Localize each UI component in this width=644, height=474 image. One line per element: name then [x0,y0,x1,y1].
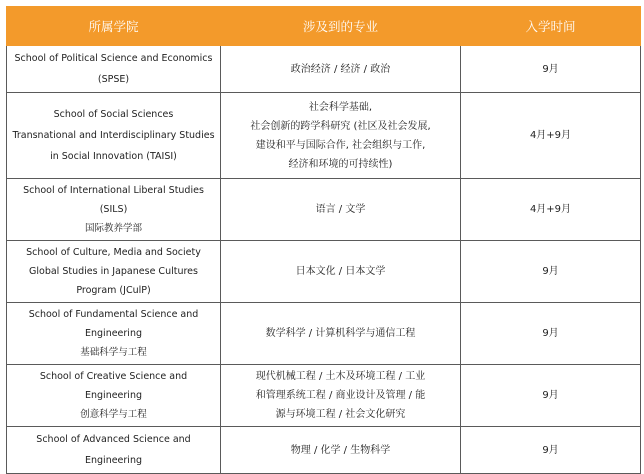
school-line: School of Creative Science and [39,371,188,382]
majors-line: 建设和平与国际合作, 社会组织与工作, [255,139,426,151]
majors-cell [221,303,461,365]
school-line: Engineering [85,328,142,339]
majors-line: 物理 / 化学 / 生物科学 [290,444,391,456]
school-line: School of Political Science and Economics [14,53,213,64]
school-line: (SILS) [99,204,128,215]
majors-line: 现代机械工程 / 土木及环境工程 / 工业 [255,371,426,382]
table-row [7,46,641,93]
header-intake: 入学时间 [461,7,641,46]
intake-cell: 9月 [461,303,641,365]
school-cell [7,46,221,93]
school-cell [7,365,221,427]
school-cell [7,427,221,474]
majors-line: 经济和环境的可持续性) [288,158,393,170]
majors-line: 政治经济 / 经济 / 政治 [290,63,391,75]
school-line: Engineering [85,390,142,401]
intake-cell: 4月+9月 [461,179,641,241]
majors-cell [221,179,461,241]
table-row [7,93,641,179]
school-line: (SPSE) [97,74,130,85]
school-line: School of Culture, Media and Society [26,247,201,258]
majors-line: 社会创新的跨学科研究 (社区及社会发展, [250,120,431,132]
programs-table-container [6,6,640,474]
school-line: 基础科学与工程 [80,347,147,358]
header-majors: 涉及到的专业 [221,7,461,46]
majors-cell [221,46,461,93]
table-row [7,179,641,241]
header-school: 所属学院 [7,7,221,46]
school-line: in Social Innovation (TAISI) [50,151,177,162]
intake-cell: 9月 [461,46,641,93]
majors-cell [221,365,461,427]
table-row [7,365,641,427]
majors-cell [221,93,461,179]
school-line: School of Social Sciences [53,109,174,120]
programs-table [6,6,641,474]
table-row [7,427,641,474]
majors-line: 和管理系统工程 / 商业设计及管理 / 能 [255,390,426,401]
school-cell [7,93,221,179]
majors-line: 数学科学 / 计算机科学与通信工程 [265,328,416,339]
majors-cell [221,241,461,303]
school-line: 创意科学与工程 [80,409,147,420]
majors-cell [221,427,461,474]
school-line: Engineering [85,455,142,466]
school-line: 国际教养学部 [84,223,142,234]
school-cell [7,241,221,303]
school-line: School of Fundamental Science and [28,309,199,320]
school-line: Global Studies in Japanese Cultures [29,266,198,277]
majors-line: 语言 / 文学 [315,204,366,215]
majors-line: 日本文化 / 日本文学 [295,266,386,277]
table-row [7,241,641,303]
table-header-row [7,7,641,46]
intake-cell: 9月 [461,365,641,427]
intake-cell: 9月 [461,241,641,303]
intake-cell: 4月+9月 [461,93,641,179]
majors-line: 源与环境工程 / 社会文化研究 [275,409,406,420]
intake-cell: 9月 [461,427,641,474]
school-line: School of International Liberal Studies [23,185,204,196]
school-cell [7,303,221,365]
school-line: Program (JCulP) [76,285,151,296]
school-line: Transnational and Interdisciplinary Studies [12,130,215,141]
school-line: School of Advanced Science and [36,434,191,445]
school-cell [7,179,221,241]
majors-line: 社会科学基础, [308,101,373,113]
table-row [7,303,641,365]
